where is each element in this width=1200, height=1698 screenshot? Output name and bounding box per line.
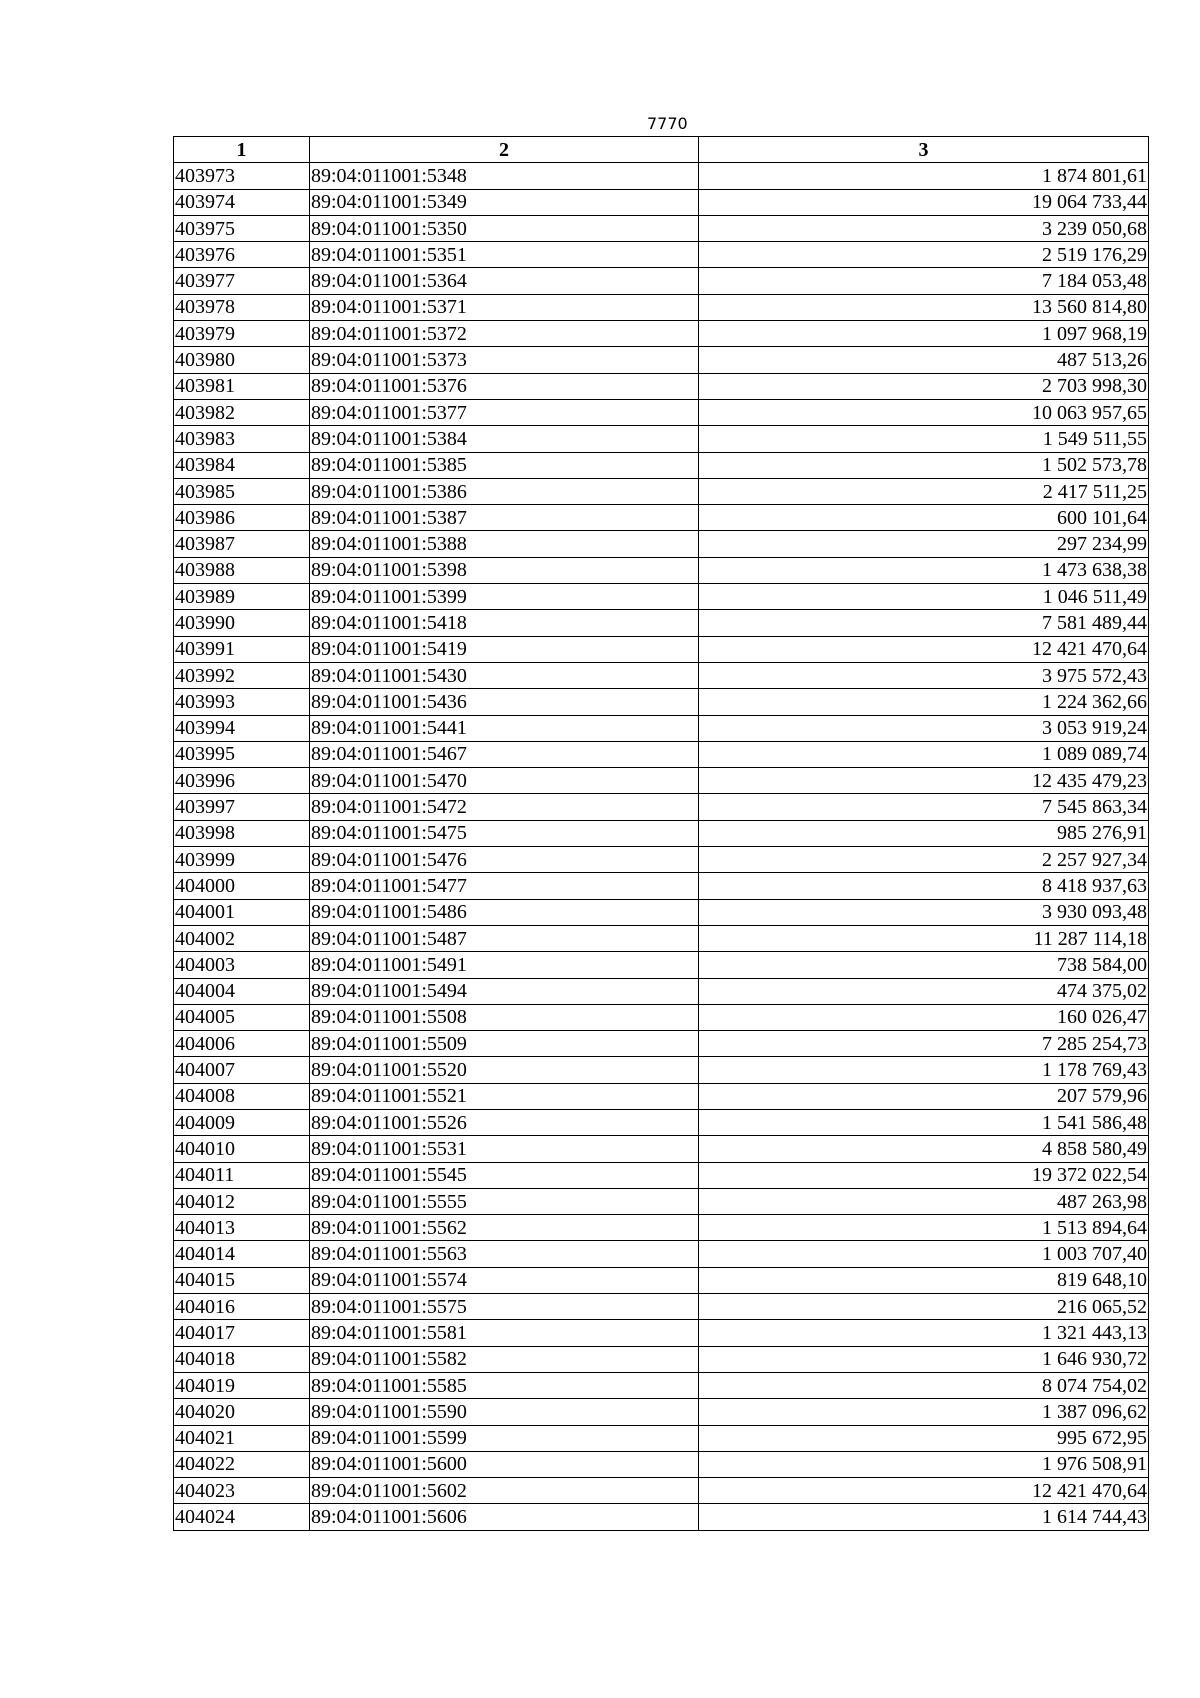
value-cell: 297 234,99 [699, 531, 1149, 557]
row-number-cell: 403981 [174, 373, 310, 399]
cadastral-number-cell: 89:04:011001:5475 [310, 820, 699, 846]
value-cell: 2 519 176,29 [699, 242, 1149, 268]
cadastral-number-cell: 89:04:011001:5582 [310, 1346, 699, 1372]
cadastral-number-cell: 89:04:011001:5476 [310, 847, 699, 873]
cadastral-number-cell: 89:04:011001:5472 [310, 794, 699, 820]
value-cell: 1 097 968,19 [699, 321, 1149, 347]
value-cell: 1 387 096,62 [699, 1399, 1149, 1425]
value-cell: 1 549 511,55 [699, 426, 1149, 452]
row-number-cell: 404013 [174, 1215, 310, 1241]
value-cell: 487 263,98 [699, 1188, 1149, 1214]
row-number-cell: 403987 [174, 531, 310, 557]
row-number-cell: 403982 [174, 399, 310, 425]
cadastral-number-cell: 89:04:011001:5509 [310, 1031, 699, 1057]
value-cell: 216 065,52 [699, 1294, 1149, 1320]
table-row [174, 1346, 1149, 1372]
row-number-cell: 403993 [174, 689, 310, 715]
table-row [174, 399, 1149, 425]
row-number-cell: 404020 [174, 1399, 310, 1425]
cadastral-number-cell: 89:04:011001:5388 [310, 531, 699, 557]
cadastral-number-cell: 89:04:011001:5348 [310, 163, 699, 189]
table-row [174, 557, 1149, 583]
row-number-cell: 404019 [174, 1372, 310, 1398]
value-cell: 738 584,00 [699, 952, 1149, 978]
row-number-cell: 403986 [174, 505, 310, 531]
row-number-cell: 403989 [174, 584, 310, 610]
row-number-cell: 404024 [174, 1504, 310, 1530]
value-cell: 4 858 580,49 [699, 1136, 1149, 1162]
value-cell: 2 257 927,34 [699, 847, 1149, 873]
cadastral-number-cell: 89:04:011001:5531 [310, 1136, 699, 1162]
cadastral-number-cell: 89:04:011001:5606 [310, 1504, 699, 1530]
value-cell: 7 581 489,44 [699, 610, 1149, 636]
row-number-cell: 403996 [174, 768, 310, 794]
column-header-2: 2 [310, 137, 699, 163]
row-number-cell: 403999 [174, 847, 310, 873]
cadastral-number-cell: 89:04:011001:5399 [310, 584, 699, 610]
table-row [174, 899, 1149, 925]
table-row [174, 426, 1149, 452]
cadastral-number-cell: 89:04:011001:5419 [310, 636, 699, 662]
cadastral-number-cell: 89:04:011001:5477 [310, 873, 699, 899]
value-cell: 3 975 572,43 [699, 662, 1149, 688]
table-row [174, 1294, 1149, 1320]
value-cell: 13 560 814,80 [699, 294, 1149, 320]
value-cell: 487 513,26 [699, 347, 1149, 373]
cadastral-number-cell: 89:04:011001:5351 [310, 242, 699, 268]
table-body [174, 163, 1149, 1530]
table-row [174, 1241, 1149, 1267]
value-cell: 1 089 089,74 [699, 741, 1149, 767]
table-row [174, 215, 1149, 241]
table-row [174, 1399, 1149, 1425]
table-row [174, 1188, 1149, 1214]
table-row [174, 1320, 1149, 1346]
row-number-cell: 403973 [174, 163, 310, 189]
value-cell: 3 930 093,48 [699, 899, 1149, 925]
value-cell: 8 418 937,63 [699, 873, 1149, 899]
cadastral-number-cell: 89:04:011001:5602 [310, 1478, 699, 1504]
value-cell: 1 513 894,64 [699, 1215, 1149, 1241]
row-number-cell: 403978 [174, 294, 310, 320]
table-row [174, 163, 1149, 189]
table-row [174, 1109, 1149, 1135]
row-number-cell: 403997 [174, 794, 310, 820]
value-cell: 1 541 586,48 [699, 1109, 1149, 1135]
table-row [174, 1478, 1149, 1504]
cadastral-number-cell: 89:04:011001:5364 [310, 268, 699, 294]
value-cell: 819 648,10 [699, 1267, 1149, 1293]
cadastral-number-cell: 89:04:011001:5575 [310, 1294, 699, 1320]
cadastral-number-cell: 89:04:011001:5600 [310, 1451, 699, 1477]
cadastral-number-cell: 89:04:011001:5386 [310, 478, 699, 504]
cadastral-number-cell: 89:04:011001:5430 [310, 662, 699, 688]
value-cell: 7 285 254,73 [699, 1031, 1149, 1057]
value-cell: 12 421 470,64 [699, 636, 1149, 662]
cadastral-number-cell: 89:04:011001:5590 [310, 1399, 699, 1425]
cadastral-number-cell: 89:04:011001:5494 [310, 978, 699, 1004]
row-number-cell: 404008 [174, 1083, 310, 1109]
cadastral-number-cell: 89:04:011001:5376 [310, 373, 699, 399]
cadastral-number-cell: 89:04:011001:5373 [310, 347, 699, 373]
value-cell: 474 375,02 [699, 978, 1149, 1004]
table-row [174, 1451, 1149, 1477]
value-cell: 1 646 930,72 [699, 1346, 1149, 1372]
cadastral-number-cell: 89:04:011001:5574 [310, 1267, 699, 1293]
cadastral-number-cell: 89:04:011001:5398 [310, 557, 699, 583]
value-cell: 1 976 508,91 [699, 1451, 1149, 1477]
row-number-cell: 404000 [174, 873, 310, 899]
value-cell: 160 026,47 [699, 1004, 1149, 1030]
row-number-cell: 404018 [174, 1346, 310, 1372]
header-row [174, 137, 1149, 163]
cadastral-number-cell: 89:04:011001:5486 [310, 899, 699, 925]
row-number-cell: 404014 [174, 1241, 310, 1267]
value-cell: 3 053 919,24 [699, 715, 1149, 741]
table-row [174, 820, 1149, 846]
table-row [174, 610, 1149, 636]
cadastral-number-cell: 89:04:011001:5384 [310, 426, 699, 452]
row-number-cell: 403983 [174, 426, 310, 452]
cadastral-number-cell: 89:04:011001:5470 [310, 768, 699, 794]
table-row [174, 978, 1149, 1004]
cadastral-number-cell: 89:04:011001:5563 [310, 1241, 699, 1267]
table-row [174, 189, 1149, 215]
row-number-cell: 404016 [174, 1294, 310, 1320]
cadastral-number-cell: 89:04:011001:5491 [310, 952, 699, 978]
table-row [174, 584, 1149, 610]
column-header-1: 1 [174, 137, 310, 163]
value-cell: 8 074 754,02 [699, 1372, 1149, 1398]
table-row [174, 505, 1149, 531]
row-number-cell: 404017 [174, 1320, 310, 1346]
cadastral-number-cell: 89:04:011001:5487 [310, 925, 699, 951]
value-cell: 207 579,96 [699, 1083, 1149, 1109]
value-cell: 3 239 050,68 [699, 215, 1149, 241]
cadastral-number-cell: 89:04:011001:5555 [310, 1188, 699, 1214]
row-number-cell: 403995 [174, 741, 310, 767]
cadastral-number-cell: 89:04:011001:5372 [310, 321, 699, 347]
cadastral-number-cell: 89:04:011001:5349 [310, 189, 699, 215]
column-header-3: 3 [699, 137, 1149, 163]
row-number-cell: 404012 [174, 1188, 310, 1214]
row-number-cell: 404009 [174, 1109, 310, 1135]
row-number-cell: 403991 [174, 636, 310, 662]
row-number-cell: 404002 [174, 925, 310, 951]
table-row [174, 1004, 1149, 1030]
table-row [174, 768, 1149, 794]
value-cell: 1 614 744,43 [699, 1504, 1149, 1530]
row-number-cell: 404022 [174, 1451, 310, 1477]
row-number-cell: 404006 [174, 1031, 310, 1057]
cadastral-number-cell: 89:04:011001:5467 [310, 741, 699, 767]
table-row [174, 1267, 1149, 1293]
cadastral-number-cell: 89:04:011001:5599 [310, 1425, 699, 1451]
row-number-cell: 404021 [174, 1425, 310, 1451]
row-number-cell: 404011 [174, 1162, 310, 1188]
value-cell: 12 435 479,23 [699, 768, 1149, 794]
table-row [174, 794, 1149, 820]
table-row [174, 715, 1149, 741]
cadastral-number-cell: 89:04:011001:5436 [310, 689, 699, 715]
table-row [174, 636, 1149, 662]
table-row [174, 1504, 1149, 1530]
table-row [174, 321, 1149, 347]
row-number-cell: 404003 [174, 952, 310, 978]
value-cell: 985 276,91 [699, 820, 1149, 846]
value-cell: 12 421 470,64 [699, 1478, 1149, 1504]
row-number-cell: 403974 [174, 189, 310, 215]
table-row [174, 1425, 1149, 1451]
cadastral-number-cell: 89:04:011001:5350 [310, 215, 699, 241]
table-row [174, 373, 1149, 399]
value-cell: 19 372 022,54 [699, 1162, 1149, 1188]
table-row [174, 347, 1149, 373]
row-number-cell: 404010 [174, 1136, 310, 1162]
table-row [174, 662, 1149, 688]
table-header [174, 137, 1149, 163]
value-cell: 7 184 053,48 [699, 268, 1149, 294]
value-cell: 1 502 573,78 [699, 452, 1149, 478]
value-cell: 1 003 707,40 [699, 1241, 1149, 1267]
row-number-cell: 404023 [174, 1478, 310, 1504]
row-number-cell: 403988 [174, 557, 310, 583]
registry-table [173, 136, 1149, 1531]
value-cell: 2 417 511,25 [699, 478, 1149, 504]
row-number-cell: 403976 [174, 242, 310, 268]
row-number-cell: 403985 [174, 478, 310, 504]
table-row [174, 1057, 1149, 1083]
value-cell: 1 321 443,13 [699, 1320, 1149, 1346]
row-number-cell: 403994 [174, 715, 310, 741]
cadastral-number-cell: 89:04:011001:5385 [310, 452, 699, 478]
value-cell: 10 063 957,65 [699, 399, 1149, 425]
table-row [174, 242, 1149, 268]
row-number-cell: 403998 [174, 820, 310, 846]
value-cell: 7 545 863,34 [699, 794, 1149, 820]
cadastral-number-cell: 89:04:011001:5418 [310, 610, 699, 636]
cadastral-number-cell: 89:04:011001:5521 [310, 1083, 699, 1109]
table-row [174, 741, 1149, 767]
table-row [174, 268, 1149, 294]
cadastral-number-cell: 89:04:011001:5520 [310, 1057, 699, 1083]
table-row [174, 952, 1149, 978]
value-cell: 1 046 511,49 [699, 584, 1149, 610]
cadastral-number-cell: 89:04:011001:5371 [310, 294, 699, 320]
table-row [174, 478, 1149, 504]
table-row [174, 452, 1149, 478]
value-cell: 1 178 769,43 [699, 1057, 1149, 1083]
row-number-cell: 403984 [174, 452, 310, 478]
cadastral-number-cell: 89:04:011001:5581 [310, 1320, 699, 1346]
cadastral-number-cell: 89:04:011001:5585 [310, 1372, 699, 1398]
row-number-cell: 404007 [174, 1057, 310, 1083]
row-number-cell: 403979 [174, 321, 310, 347]
value-cell: 1 473 638,38 [699, 557, 1149, 583]
table-row [174, 873, 1149, 899]
table-row [174, 1372, 1149, 1398]
row-number-cell: 403975 [174, 215, 310, 241]
table-row [174, 1136, 1149, 1162]
row-number-cell: 403977 [174, 268, 310, 294]
page-number: 7770 [647, 114, 688, 133]
table-row [174, 531, 1149, 557]
value-cell: 1 224 362,66 [699, 689, 1149, 715]
table-row [174, 1083, 1149, 1109]
cadastral-number-cell: 89:04:011001:5387 [310, 505, 699, 531]
row-number-cell: 404005 [174, 1004, 310, 1030]
value-cell: 2 703 998,30 [699, 373, 1149, 399]
row-number-cell: 403990 [174, 610, 310, 636]
cadastral-number-cell: 89:04:011001:5545 [310, 1162, 699, 1188]
value-cell: 600 101,64 [699, 505, 1149, 531]
cadastral-number-cell: 89:04:011001:5377 [310, 399, 699, 425]
value-cell: 11 287 114,18 [699, 925, 1149, 951]
cadastral-number-cell: 89:04:011001:5526 [310, 1109, 699, 1135]
table-row [174, 294, 1149, 320]
value-cell: 19 064 733,44 [699, 189, 1149, 215]
cadastral-number-cell: 89:04:011001:5441 [310, 715, 699, 741]
table-row [174, 925, 1149, 951]
row-number-cell: 404001 [174, 899, 310, 925]
value-cell: 995 672,95 [699, 1425, 1149, 1451]
table-row [174, 847, 1149, 873]
table-row [174, 1031, 1149, 1057]
value-cell: 1 874 801,61 [699, 163, 1149, 189]
row-number-cell: 403980 [174, 347, 310, 373]
table-row [174, 1162, 1149, 1188]
cadastral-number-cell: 89:04:011001:5562 [310, 1215, 699, 1241]
cadastral-number-cell: 89:04:011001:5508 [310, 1004, 699, 1030]
table-row [174, 1215, 1149, 1241]
row-number-cell: 404015 [174, 1267, 310, 1293]
row-number-cell: 404004 [174, 978, 310, 1004]
row-number-cell: 403992 [174, 662, 310, 688]
table-row [174, 689, 1149, 715]
